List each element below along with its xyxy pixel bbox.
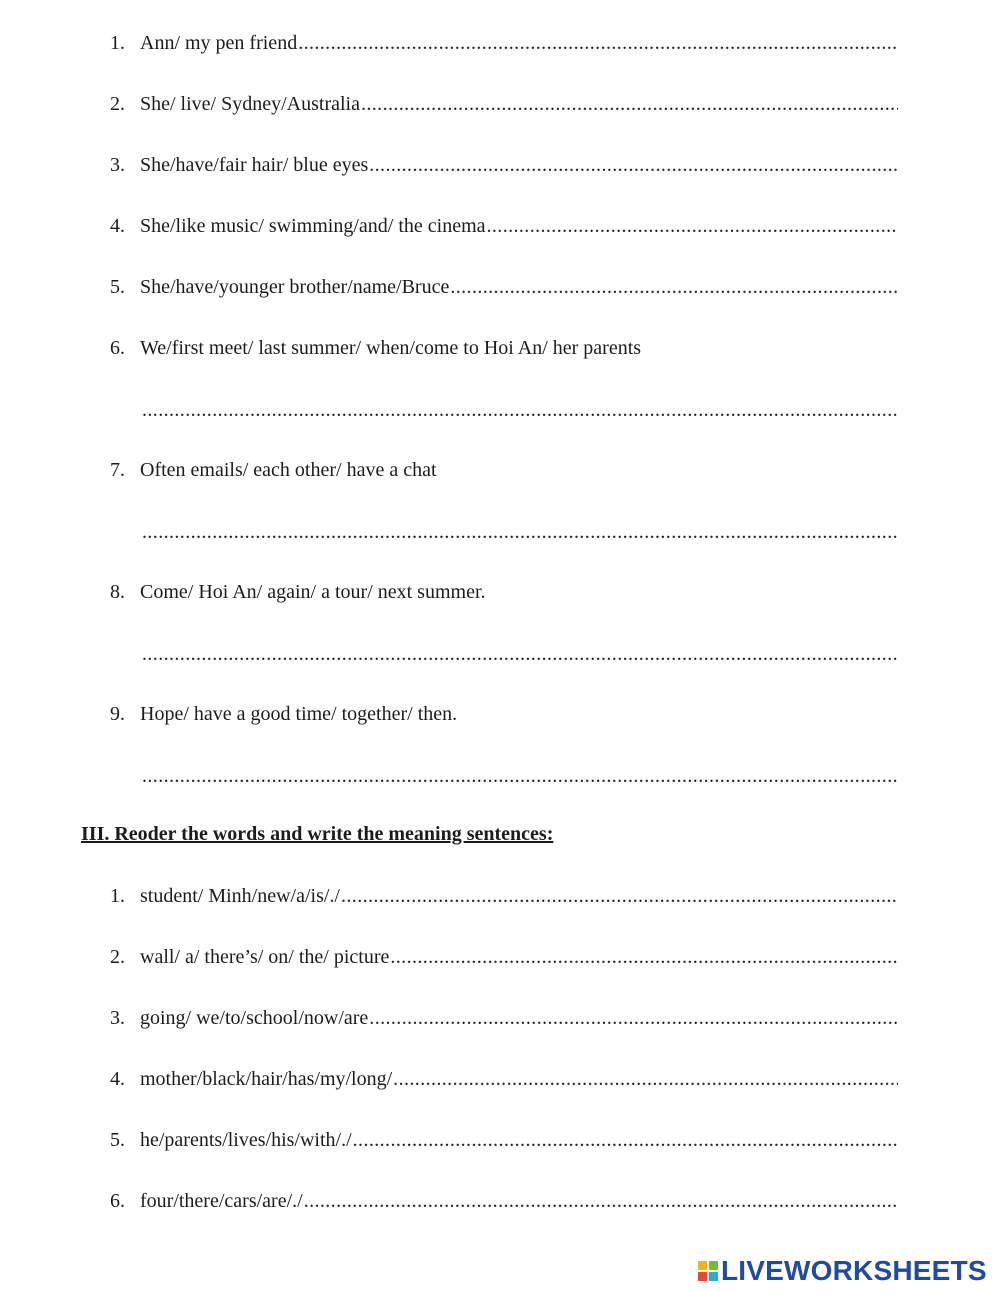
item-prompt: She/have/younger brother/name/Bruce	[140, 276, 450, 298]
liveworksheets-logo	[698, 1256, 987, 1286]
exercise-3-item-2	[110, 945, 898, 969]
answer-blank[interactable]	[390, 945, 898, 969]
logo-square-l	[698, 1261, 707, 1270]
logo-text: LIVEWORKSHEETS	[721, 1255, 987, 1286]
answer-blank[interactable]	[142, 764, 898, 788]
exercise-2-item-7	[110, 458, 898, 482]
exercise-3-item-3	[110, 1006, 898, 1030]
item-number: 4.	[110, 215, 125, 237]
answer-blank[interactable]	[450, 275, 898, 299]
exercise-2-item-4	[110, 214, 898, 238]
answer-blank[interactable]	[142, 520, 898, 544]
answer-blank[interactable]	[341, 884, 898, 908]
item-prompt: four/there/cars/are/./	[140, 1190, 303, 1212]
item-number: 6.	[110, 1190, 125, 1212]
item-prompt: She/ live/ Sydney/Australia	[140, 93, 360, 115]
logo-square-i	[709, 1261, 718, 1270]
answer-blank[interactable]	[361, 92, 898, 116]
exercise-2-item-2	[110, 92, 898, 116]
answer-blank[interactable]	[142, 642, 898, 666]
answer-blank[interactable]	[369, 153, 898, 177]
item-number: 1.	[110, 32, 125, 54]
exercise-2-item-8	[110, 580, 898, 604]
exercise-3-item-1	[110, 884, 898, 908]
item-prompt: Hope/ have a good time/ together/ then.	[140, 703, 458, 725]
logo-mark-icon	[698, 1261, 718, 1281]
answer-blank[interactable]	[304, 1189, 898, 1213]
exercise-2-item-9	[110, 702, 898, 726]
item-number: 1.	[110, 885, 125, 907]
item-number: 2.	[110, 93, 125, 115]
item-number: 4.	[110, 1068, 125, 1090]
item-prompt: Come/ Hoi An/ again/ a tour/ next summer.	[140, 581, 486, 603]
exercise-2-item-5	[110, 275, 898, 299]
item-number: 3.	[110, 1007, 125, 1029]
logo-square-e	[709, 1272, 718, 1281]
exercise-2-item-6	[110, 336, 898, 360]
answer-blank[interactable]	[142, 398, 898, 422]
item-prompt: Ann/ my pen friend	[140, 32, 298, 54]
exercise-2-item-3	[110, 153, 898, 177]
answer-blank[interactable]	[298, 31, 898, 55]
item-prompt: Often emails/ each other/ have a chat	[140, 459, 437, 481]
exercise-2-item-1	[110, 31, 898, 55]
item-number: 5.	[110, 1129, 125, 1151]
answer-blank[interactable]	[369, 1006, 898, 1030]
exercise-3-item-4	[110, 1067, 898, 1091]
item-number: 2.	[110, 946, 125, 968]
item-prompt: She/like music/ swimming/and/ the cinema	[140, 215, 486, 237]
logo-square-v	[698, 1272, 707, 1281]
item-prompt: mother/black/hair/has/my/long/	[140, 1068, 393, 1090]
item-prompt: She/have/fair hair/ blue eyes	[140, 154, 369, 176]
item-number: 7.	[110, 459, 125, 481]
answer-blank[interactable]	[393, 1067, 898, 1091]
exercise-3-item-5	[110, 1128, 898, 1152]
item-number: 5.	[110, 276, 125, 298]
item-number: 3.	[110, 154, 125, 176]
item-number: 6.	[110, 337, 125, 359]
item-prompt: student/ Minh/new/a/is/./	[140, 885, 340, 907]
exercise-3-item-6	[110, 1189, 898, 1213]
item-number: 9.	[110, 703, 125, 725]
item-prompt: going/ we/to/school/now/are	[140, 1007, 369, 1029]
item-prompt: he/parents/lives/his/with/./	[140, 1129, 352, 1151]
section-3-heading: III. Reoder the words and write the meaning sentences:	[81, 823, 554, 845]
item-prompt: We/first meet/ last summer/ when/come to Hoi An/ her parents	[140, 337, 642, 359]
answer-blank[interactable]	[487, 214, 899, 238]
answer-blank[interactable]	[353, 1128, 898, 1152]
item-number: 8.	[110, 581, 125, 603]
item-prompt: wall/ a/ there’s/ on/ the/ picture	[140, 946, 390, 968]
